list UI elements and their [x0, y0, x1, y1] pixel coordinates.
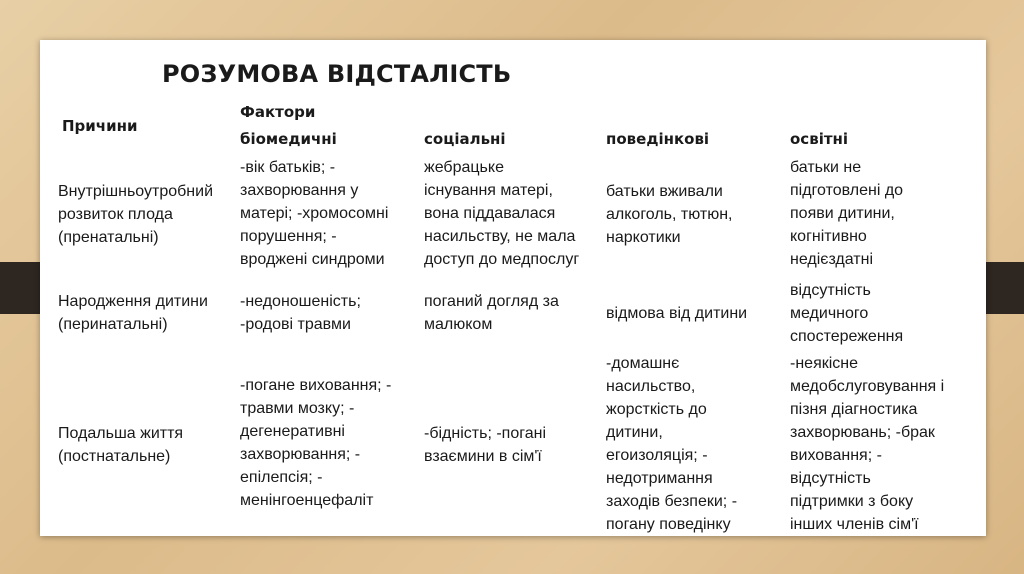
- text-line: -бідність; -погані: [424, 425, 546, 442]
- text-line: епілепсія; -: [240, 469, 323, 486]
- row-2-cause: [58, 422, 183, 468]
- text-line: (пренатальні): [58, 229, 159, 246]
- text-line: Народження дитини: [58, 293, 208, 310]
- text-line: взаємини в сім'ї: [424, 448, 542, 465]
- text-line: Подальша життя: [58, 425, 184, 442]
- text-line: -неякісне: [790, 355, 859, 372]
- row-1-cause: [58, 290, 208, 336]
- row-0-behavioral: [606, 180, 733, 249]
- text-line: погану поведінку: [606, 516, 731, 533]
- text-line: -вік батьків; -: [240, 159, 336, 176]
- text-line: відмова від дитини: [606, 305, 748, 322]
- row-0-biomedical: [240, 156, 388, 271]
- text-line: розвиток плода: [58, 206, 173, 223]
- text-line: захворювання у: [240, 182, 359, 199]
- row-0-social: [424, 156, 579, 271]
- slide-title: РОЗУМОВА ВІДСТАЛІСТЬ: [162, 60, 512, 88]
- text-line: (перинатальні): [58, 316, 168, 333]
- text-line: підготовлені до: [790, 182, 904, 199]
- text-line: -погане виховання; -: [240, 377, 392, 394]
- text-line: когнітивно: [790, 228, 867, 245]
- text-line: жебрацьке: [424, 159, 504, 176]
- header-educational: освітні: [790, 130, 849, 148]
- text-line: -недоношеність;: [240, 293, 361, 310]
- header-behavioral: поведінкові: [606, 130, 710, 148]
- row-1-behavioral: [606, 302, 747, 325]
- text-line: порушення; -: [240, 228, 337, 245]
- text-line: малюком: [424, 316, 493, 333]
- row-0-educational: [790, 156, 903, 271]
- text-line: батьки вживали: [606, 183, 723, 200]
- text-line: підтримки з боку: [790, 493, 914, 510]
- text-line: наркотики: [606, 229, 681, 246]
- row-1-educational: [790, 279, 903, 348]
- row-2-social: [424, 422, 546, 468]
- text-line: недотримання: [606, 470, 713, 487]
- text-line: -родові травми: [240, 316, 351, 333]
- row-1-biomedical: [240, 290, 361, 336]
- text-line: травми мозку; -: [240, 400, 355, 417]
- text-line: поганий догляд за: [424, 293, 559, 310]
- row-2-educational: [790, 352, 944, 536]
- row-0-cause: [58, 180, 213, 249]
- row-2-behavioral: [606, 352, 737, 536]
- header-biomedical: біомедичні: [240, 130, 337, 148]
- text-line: доступ до медпослуг: [424, 251, 580, 268]
- row-1-social: [424, 290, 559, 336]
- text-line: жорсткість до: [606, 401, 707, 418]
- text-line: -домашнє: [606, 355, 680, 372]
- text-line: (постнатальне): [58, 448, 171, 465]
- text-line: егоизоляція; -: [606, 447, 708, 464]
- text-line: виховання; -: [790, 447, 882, 464]
- text-line: відсутність: [790, 470, 871, 487]
- text-line: насильству, не мала: [424, 228, 576, 245]
- text-line: насильство,: [606, 378, 696, 395]
- text-line: вроджені синдроми: [240, 251, 385, 268]
- text-line: батьки не: [790, 159, 862, 176]
- text-line: інших членів сім'ї: [790, 516, 919, 533]
- text-line: медобслуговування і: [790, 378, 945, 395]
- text-line: дитини,: [606, 424, 663, 441]
- text-line: Внутрішньоутробний: [58, 183, 214, 200]
- text-line: заходів безпеки; -: [606, 493, 738, 510]
- text-line: матері; -хромосомні: [240, 205, 389, 222]
- header-social: соціальні: [424, 130, 506, 148]
- text-line: медичного: [790, 305, 869, 322]
- row-2-biomedical: [240, 374, 391, 512]
- text-line: дегенеративні: [240, 423, 345, 440]
- header-factors: Фактори: [240, 103, 316, 121]
- text-line: існування матері,: [424, 182, 553, 199]
- text-line: менінгоенцефаліт: [240, 492, 374, 509]
- text-line: алкоголь, тютюн,: [606, 206, 733, 223]
- text-line: недієздатні: [790, 251, 874, 268]
- text-line: відсутність: [790, 282, 871, 299]
- text-line: захворювань; -брак: [790, 424, 935, 441]
- text-line: появи дитини,: [790, 205, 895, 222]
- text-line: захворювання; -: [240, 446, 361, 463]
- text-line: пізня діагностика: [790, 401, 918, 418]
- header-causes: Причини: [62, 117, 138, 135]
- text-line: вона піддавалася: [424, 205, 556, 222]
- text-line: спостереження: [790, 328, 904, 345]
